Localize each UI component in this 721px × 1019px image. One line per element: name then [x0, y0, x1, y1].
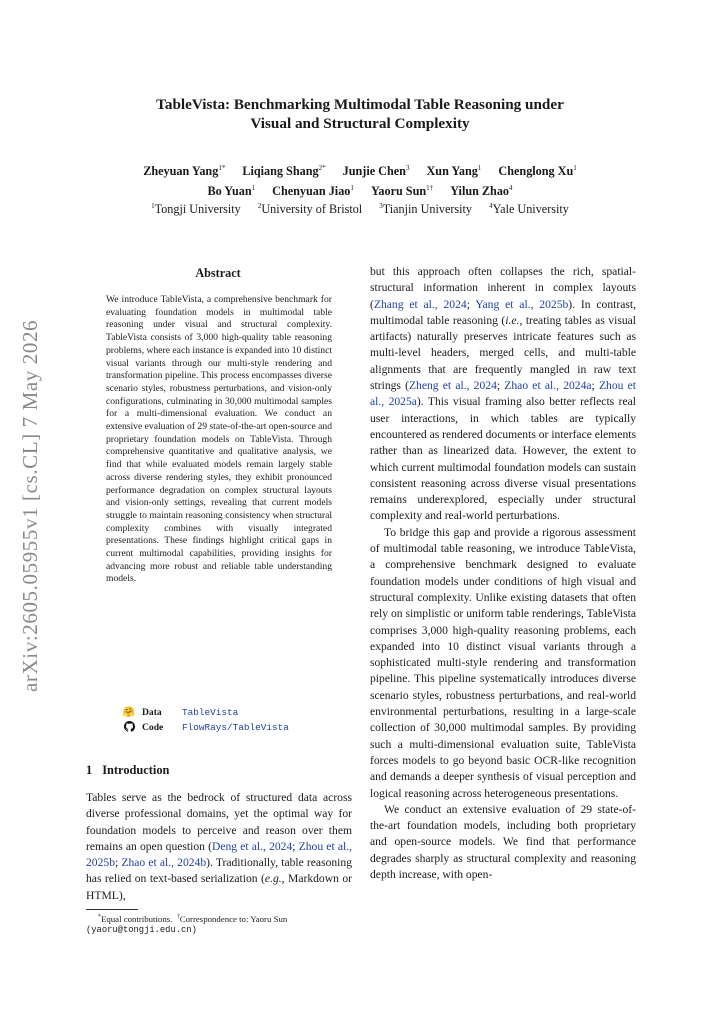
author-list	[80, 160, 640, 200]
author: Chenglong Xu$^1$	[498, 164, 577, 179]
citation-link[interactable]: Zhou et al., 2025a	[370, 379, 636, 409]
arxiv-identifier: arXiv:2605.05955v1 [cs.CL] 7 May 2026	[18, 319, 42, 692]
citation-link[interactable]: Zheng et al., 2024	[408, 379, 497, 393]
title-line: TableVista: Benchmarking Multimodal Table Reasoning under	[156, 96, 564, 113]
section-heading: 1 Introduction	[86, 763, 170, 777]
author: Yaoru Sun$^{1\dagger}$	[370, 184, 434, 199]
paragraph: Tables serve as the bedrock of structured data across diverse professional domains, yet the optimal way for foundation models to perceive and reason over them remains an open question (Deng et al., 2024; Zhou et al., 2025b; Zhao et al., 2024b). Traditionally, table reasoning has relied on text-based serialization (e.g., Markdown or HTML),	[86, 791, 352, 902]
paragraph: To bridge this gap and provide a rigorous assessment of multimodal table reasoning, we introduce TableVista, a comprehensive benchmark designed to evaluate foundation models under conditions of high visual and structural complexity. Unlike existing datasets that often rely on simplistic or uniform table renderings, TableVista comprises 3,000 high-quality reasoning problems, each expanded into 10 distinct visual variants through a sophisticated multi-style rendering and transformation pipeline. This pipeline systematically introduces diverse scenario styles, robustness perturbations, and real-world environmental perturbations, resulting in a large-scale collection of 30,000 multimodal samples. By providing such a multi-dimensional evaluation suite, TableVista forces models to go beyond basic OCR-like recognition and demands a deeper synthesis of visual perception and logical reasoning across heterogeneous presentations.	[370, 525, 636, 800]
author: Liqiang Shang$^{2*}$	[242, 164, 326, 179]
affiliation: $^4$Yale University	[489, 202, 569, 217]
affiliations	[80, 198, 640, 217]
affiliation: $^2$University of Bristol	[257, 202, 363, 217]
paragraph: but this approach often collapses the rich, spatial-structural information inherent in complex layouts (Zhang et al., 2024; Yang et al., 2025b). In contrast, multimodal table reasoning (i.e., treating tables as visual artifacts) naturally preserves intricate features such as multi-level headers, merged cells, and multi-table alignments that are frequently mangled in raw text strings (Zheng et al., 2024; Zhao et al., 2024a; Zhou et al., 2025a). This visual framing also better reflects real user interactions, in which tables are typically encountered as rendered documents or interface elements rather than as linearized data. However, the extent to which current multimodal foundation models can sustain consistent reasoning across diverse visual presentations remains underexplored, especially under structural complexity and real-world perturbations.	[370, 265, 636, 523]
citation-link[interactable]: Zhao et al., 2024a	[504, 379, 592, 393]
resource-links	[122, 705, 289, 735]
paragraph: We conduct an extensive evaluation of 29 state-of-the-art foundation models, including both proprietary and open-source models. We find that performance degrades sharply as structural complexity and reasoning depth increase, with open-	[370, 802, 636, 881]
citation-link[interactable]: Zhao et al., 2024b	[121, 856, 207, 870]
paper-title	[100, 95, 620, 133]
affiliation: $^1$Tongji University	[151, 202, 241, 217]
github-icon	[122, 721, 136, 735]
right-column	[370, 264, 636, 883]
author: Xun Yang$^1$	[426, 164, 482, 179]
data-label: Data	[142, 707, 162, 718]
hugging-face-emoji-icon: 🤗	[122, 707, 136, 718]
author: Zheyuan Yang$^{1*}$	[143, 164, 226, 179]
data-link[interactable]: TableVista	[182, 707, 239, 718]
footnote-rule	[86, 909, 138, 910]
left-column	[86, 790, 352, 904]
footnote: *Equal contributions. †Correspondence to: Yaoru Sun (yaoru@tongji.edu.cn)	[86, 912, 352, 937]
author: Junjie Chen$^3$	[342, 164, 410, 179]
citation-link[interactable]: Yang et al., 2025b	[475, 297, 569, 311]
author: Bo Yuan$^1$	[207, 184, 256, 199]
citation-link[interactable]: Deng et al., 2024	[211, 839, 293, 853]
author-row	[80, 160, 640, 180]
code-link-row	[122, 720, 289, 735]
citation-link[interactable]: Zhang et al., 2024	[373, 297, 467, 311]
data-link-row	[122, 705, 289, 720]
citation-link[interactable]: Zhou et al., 2025b	[86, 839, 352, 870]
code-label: Code	[142, 722, 164, 733]
abstract-text: We introduce TableVista, a comprehensive benchmark for evaluating foundation models in multimodal table reasoning under visual and structural complexity. TableVista consists of 3,000 high-quality table reasoning problems, where each instance is expanded into 10 distinct visual variants through our multi-style rendering and transformation pipeline. This process encompasses diverse scenario styles, robustness perturbations, and vision-only configurations, culminating in 30,000 multimodal samples for a multi-dimensional evaluation. We conduct an extensive evaluation of 29 state-of-the-art open-source and proprietary foundation models on TableVista. Through comprehensive quantitative and qualitative analysis, we find that while evaluated models remain largely stable across diverse rendering styles, they exhibit pronounced performance degradation on complex structural layouts and vision-only settings, revealing that current models struggle to maintain reasoning consistency when structural complexity combines with visually integrated presentations. These findings highlight critical gaps in current multimodal capabilities, providing insights for advancing more robust and reliable table understanding models.	[106, 294, 332, 585]
abstract-heading: Abstract	[195, 266, 241, 280]
affiliation: $^3$Tianjin University	[379, 202, 473, 217]
author: Yilun Zhao$^4$	[450, 184, 513, 199]
author: Chenyuan Jiao$^1$	[272, 184, 354, 199]
footnote-email: (yaoru@tongji.edu.cn)	[86, 925, 197, 936]
title-line: Visual and Structural Complexity	[250, 115, 470, 132]
code-link[interactable]: FlowRays/TableVista	[182, 722, 289, 733]
